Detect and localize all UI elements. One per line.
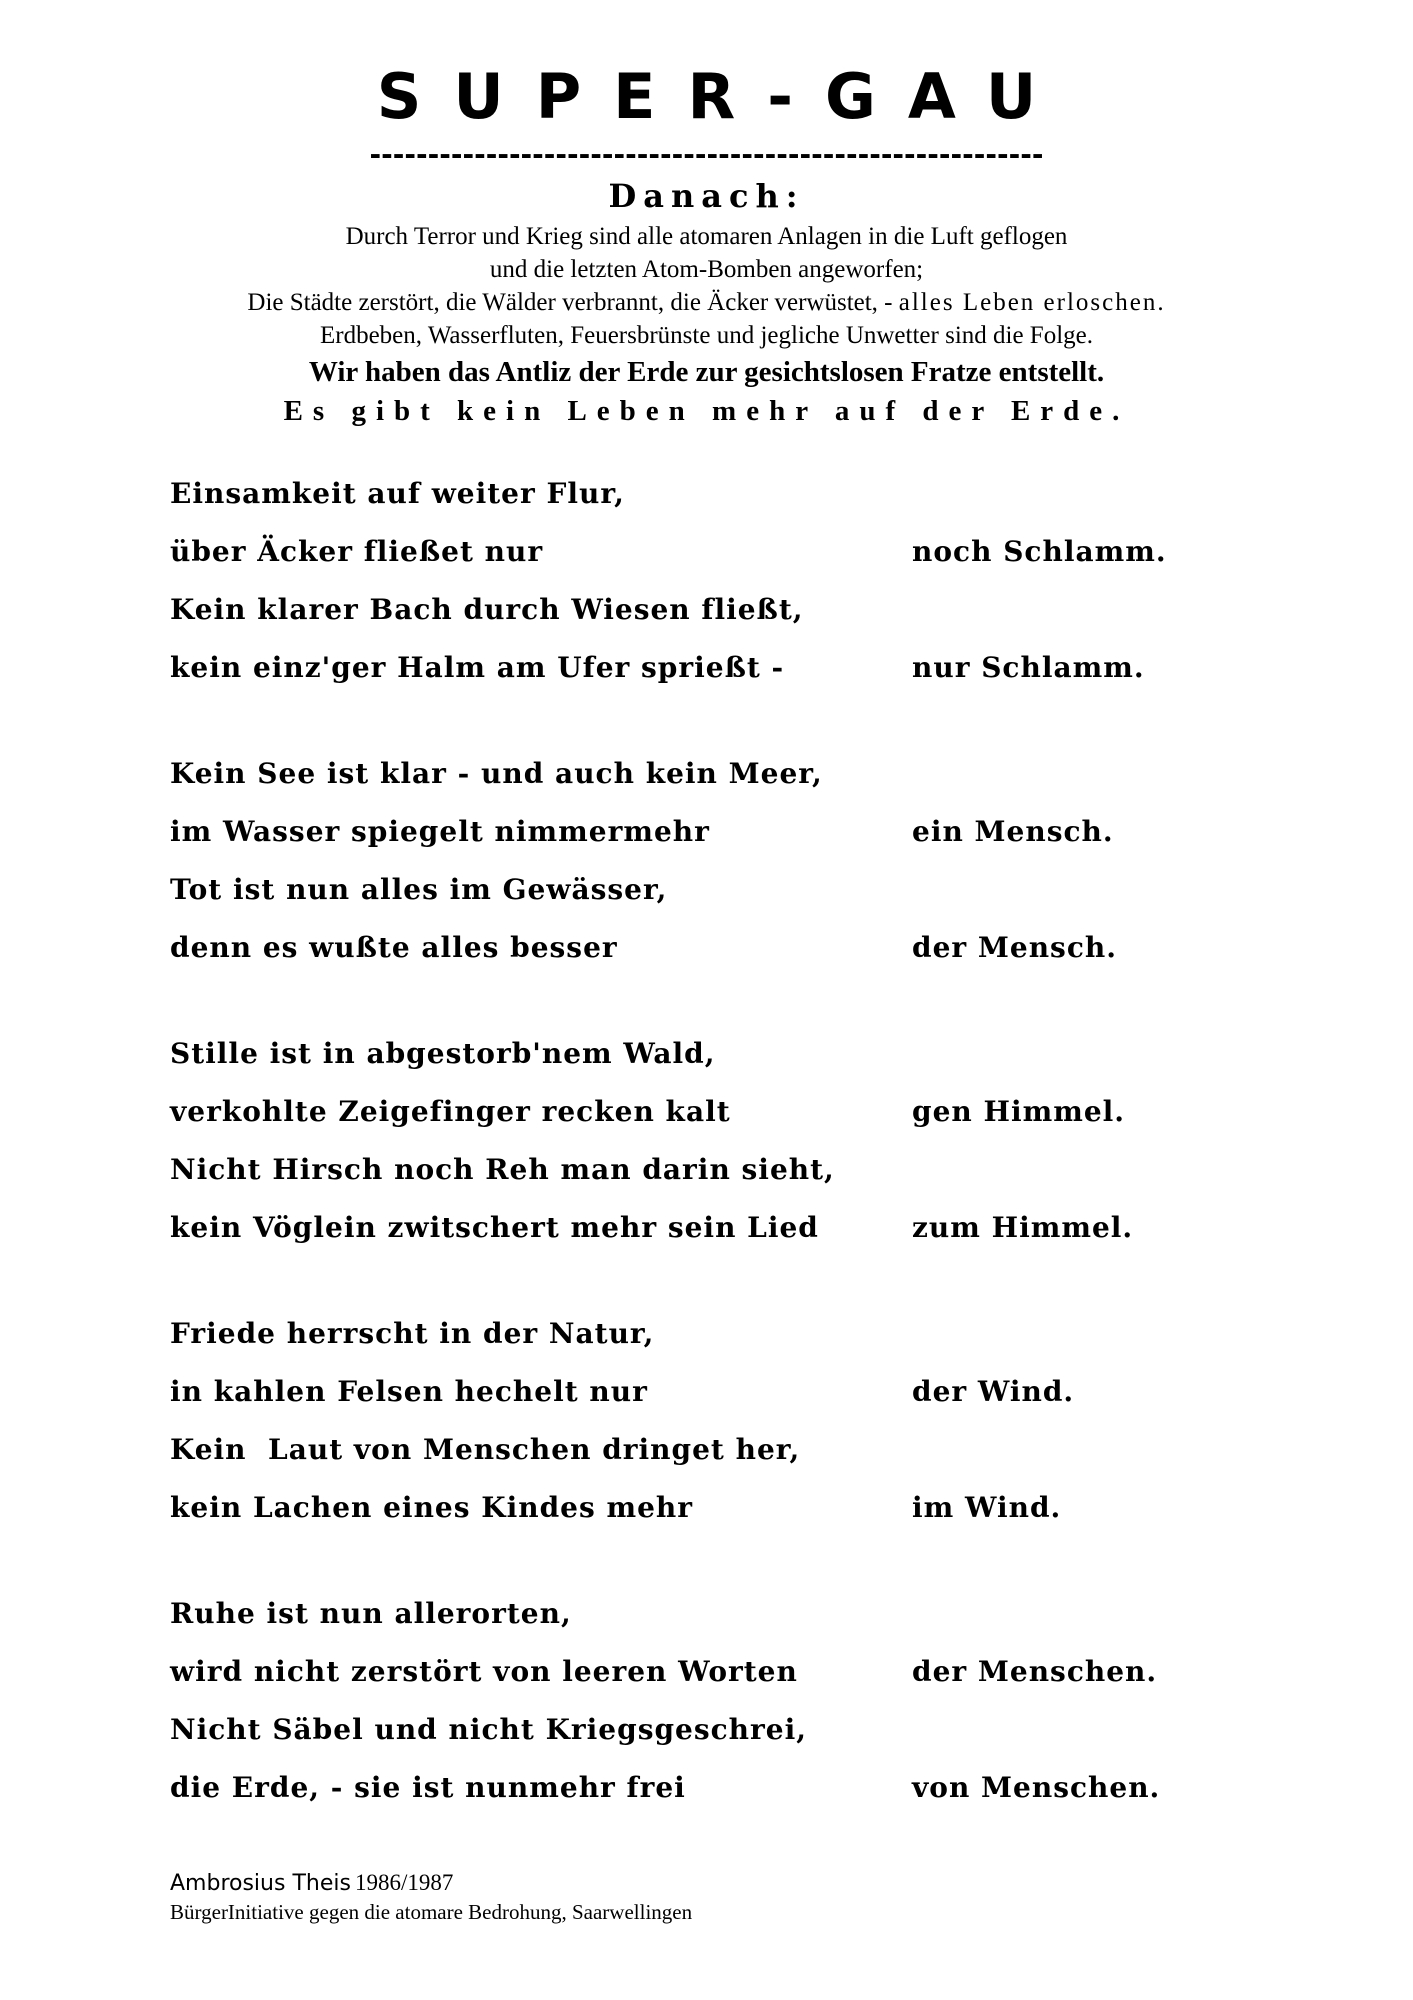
poem-line-ending: von Menschen. <box>912 1771 1161 1804</box>
intro-line-3-b: alles Leben erloschen. <box>898 289 1166 316</box>
intro-line-4: Erdbeben, Wasserfluten, Feuersbrünste und jegliche Unwetter sind die Folge. <box>319 322 1094 349</box>
poem-line <box>170 1150 1270 1208</box>
poem-line <box>170 1430 1270 1488</box>
intro-paragraph <box>0 220 1413 352</box>
poem-line-text: Nicht Hirsch noch Reh man darin sieht, <box>170 1153 835 1186</box>
poem-line-text: im Wasser spiegelt nimmermehr <box>170 815 710 848</box>
poem-line <box>170 1594 1270 1652</box>
poem-line-text: Kein See ist klar - und auch kein Meer, <box>170 757 823 790</box>
poem-line-ending: der Mensch. <box>912 931 1117 964</box>
poem-line <box>170 1768 1270 1826</box>
poem-stanza <box>170 1034 1270 1266</box>
poem-line <box>170 532 1270 590</box>
poem-line-ending: ein Mensch. <box>912 815 1114 848</box>
poem-line <box>170 812 1270 870</box>
poem-line <box>170 648 1270 706</box>
poem-line <box>170 754 1270 812</box>
poem-line-text: kein Lachen eines Kindes mehr <box>170 1491 694 1524</box>
poem-line-ending: zum Himmel. <box>912 1211 1134 1244</box>
poem-line-ending: gen Himmel. <box>912 1095 1126 1128</box>
poem-line-text: Kein klarer Bach durch Wiesen fließt, <box>170 593 804 626</box>
poem-line-text: wird nicht zerstört von leeren Worten <box>170 1655 798 1688</box>
poem-line-text: Kein Laut von Menschen dringet her, <box>170 1433 801 1466</box>
poem-line <box>170 870 1270 928</box>
intro-line-3 <box>0 286 1413 319</box>
poem <box>170 474 1270 1874</box>
poem-line <box>170 1034 1270 1092</box>
poem-line <box>170 1372 1270 1430</box>
poem-line-ending: der Wind. <box>912 1375 1075 1408</box>
poem-line-text: Ruhe ist nun allerorten, <box>170 1597 572 1630</box>
poem-stanza <box>170 474 1270 706</box>
poem-line-text: in kahlen Felsen hechelt nur <box>170 1375 648 1408</box>
intro-line-1: Durch Terror und Krieg sind alle atomaren Anlagen in die Luft geflogen <box>345 223 1068 250</box>
poem-line <box>170 590 1270 648</box>
intro-line-3-a: Die Städte zerstört, die Wälder verbrannt, die Äcker verwüstet, - <box>247 289 893 316</box>
poem-line <box>170 928 1270 986</box>
poem-line <box>170 474 1270 532</box>
poem-line-text: verkohlte Zeigefinger recken kalt <box>170 1095 731 1128</box>
author-name: Ambrosius Theis <box>170 1871 351 1896</box>
emphasis-line-2: Es gibt kein Leben mehr auf der Erde. <box>283 395 1130 427</box>
poem-line-ending: noch Schlamm. <box>912 535 1167 568</box>
poem-line-text: über Äcker fließet nur <box>170 535 544 568</box>
poem-stanza <box>170 754 1270 986</box>
poem-stanza <box>170 1594 1270 1826</box>
poem-line-text: Einsamkeit auf weiter Flur, <box>170 477 625 510</box>
intro-line-2: und die letzten Atom-Bomben angeworfen; <box>489 256 924 283</box>
poem-line <box>170 1488 1270 1546</box>
poem-line-text: die Erde, - sie ist nunmehr frei <box>170 1771 686 1804</box>
poem-line-ending: der Menschen. <box>912 1655 1158 1688</box>
poem-line-ending: nur Schlamm. <box>912 651 1145 684</box>
emphasis-line-1: Wir haben das Antliz der Erde zur gesichtslosen Fratze entstellt. <box>308 356 1105 388</box>
poem-line-text: Stille ist in abgestorb'nem Wald, <box>170 1037 716 1070</box>
poem-line-text: Friede herrscht in der Natur, <box>170 1317 655 1350</box>
poem-line-text: kein Vöglein zwitschert mehr sein Lied <box>170 1211 819 1244</box>
poem-line-text: Tot ist nun alles im Gewässer, <box>170 873 668 906</box>
poem-line <box>170 1710 1270 1768</box>
poem-line <box>170 1092 1270 1150</box>
poem-line <box>170 1314 1270 1372</box>
poem-line-text: Nicht Säbel und nicht Kriegsgeschrei, <box>170 1713 807 1746</box>
document-subtitle: Danach: <box>608 177 805 215</box>
poem-line-ending: im Wind. <box>912 1491 1062 1524</box>
poem-line <box>170 1208 1270 1266</box>
poem-line-text: denn es wußte alles besser <box>170 931 618 964</box>
author-line <box>170 1868 453 1901</box>
poem-line-text: kein einz'ger Halm am Ufer sprießt - <box>170 651 785 684</box>
poem-line <box>170 1652 1270 1710</box>
poem-stanza <box>170 1314 1270 1546</box>
document-title: SUPER-GAU <box>376 60 1069 133</box>
title-rule: ---------------------------------------------------------- <box>369 138 1044 171</box>
organization: BürgerInitiative gegen die atomare Bedrohung, Saarwellingen <box>170 1900 693 1924</box>
author-years: 1986/1987 <box>354 1870 454 1895</box>
